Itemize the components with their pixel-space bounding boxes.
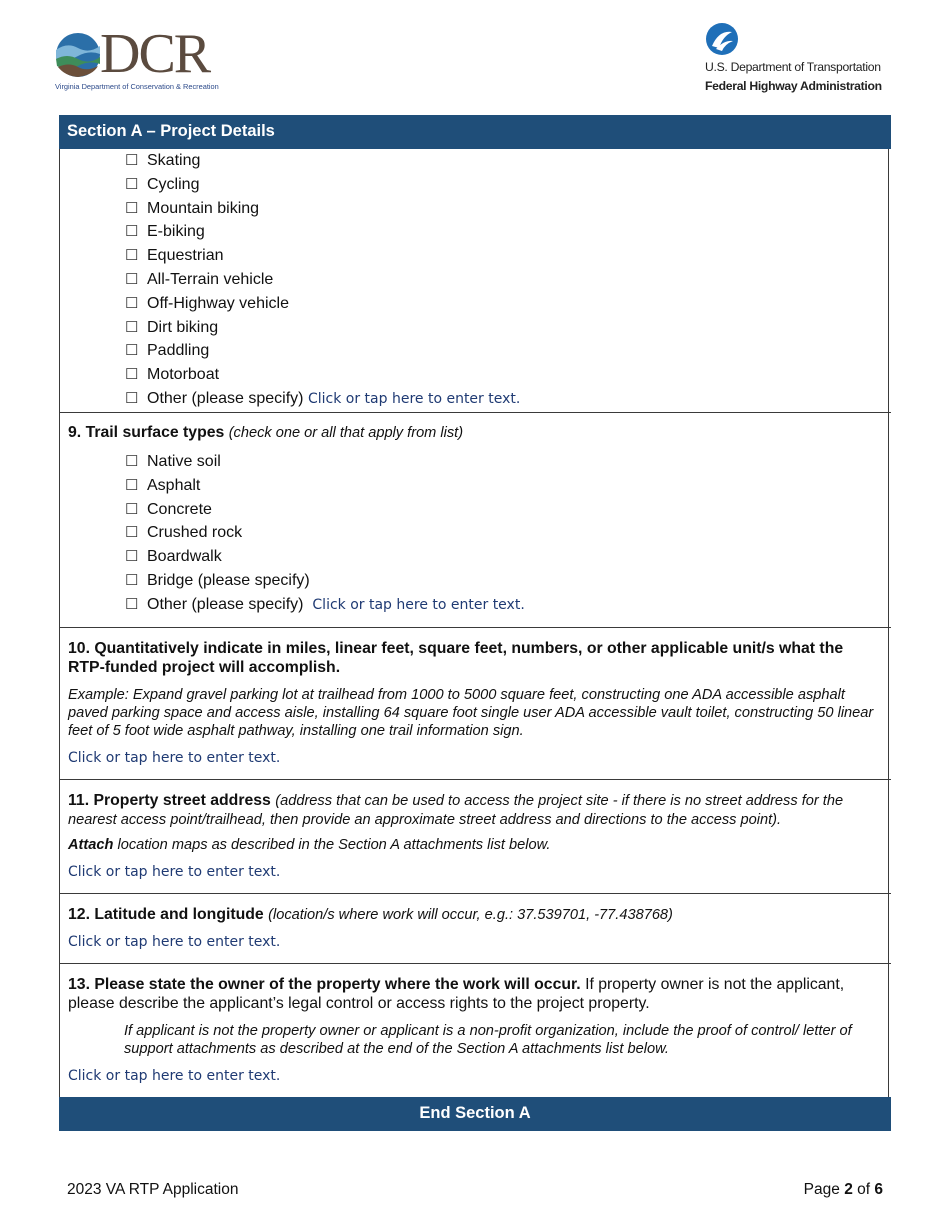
surface-option-bridge[interactable]: ☐ Bridge (please specify) [125, 569, 525, 593]
activity-option-equestrian[interactable]: ☐ Equestrian [125, 244, 520, 268]
dcr-wordmark: DCR [100, 23, 210, 85]
q11-attach-note: Attach location maps as described in the Section A attachments list below. [68, 837, 551, 853]
checkbox[interactable]: ☐ [125, 175, 139, 193]
dcr-emblem-icon [55, 32, 101, 78]
divider [59, 779, 891, 780]
checkbox[interactable]: ☐ [125, 199, 139, 217]
checkbox[interactable]: ☐ [125, 152, 139, 169]
dcr-subtitle: Virginia Department of Conservation & Recreation [55, 82, 219, 91]
activity-option-e-biking[interactable]: ☐ E-biking [125, 220, 520, 244]
checkbox[interactable]: ☐ [125, 548, 139, 566]
checkbox[interactable]: ☐ [125, 247, 139, 265]
q13-note: If applicant is not the property owner or applicant is a non-profit organization, include the proof of control/ letter of support attachments as described at the end of the Section A attachments list below. [124, 1023, 852, 1057]
q9-heading: 9. Trail surface types (check one or all that apply from list) [68, 424, 464, 441]
q13-heading: 13. Please state the owner of the property where the work will occur. If property owner is not the applicant, please describe the applicant’s legal control or access rights to the project property. [68, 976, 845, 1012]
activity-option-cycling[interactable]: ☐ Cycling [125, 173, 520, 197]
checkbox[interactable]: ☐ [125, 500, 139, 518]
divider [59, 627, 891, 628]
usdot-name: U.S. Department of Transportation [705, 60, 881, 74]
usdot-logo [705, 22, 895, 97]
q10-example: Example: Expand gravel parking lot at trailhead from 1000 to 5000 square feet, constructing one ADA accessible asphalt paved parking space and access aisle, installing 64 square foot single user ADA accessible vault toilet, constructing 50 linear feet of 5 foot wide asphalt pathway, installing one trail information sign. [68, 687, 874, 739]
checkbox[interactable]: ☐ [125, 571, 139, 589]
checkbox[interactable]: ☐ [125, 318, 139, 336]
q13-text-field[interactable]: Click or tap here to enter text. [68, 1068, 281, 1084]
q10-heading: 10. Quantitatively indicate in miles, linear feet, square feet, numbers, or other applicable unit/s what the RTP-funded project will accomplish. [68, 640, 844, 676]
activity-option-skating[interactable]: ☐ Skating [125, 149, 520, 173]
surface-option-other[interactable]: ☐ Other (please specify) Click or tap here to enter text. [125, 593, 525, 617]
surface-option-crushed-rock[interactable]: ☐ Crushed rock [125, 521, 525, 545]
checkbox[interactable]: ☐ [125, 294, 139, 312]
surface-checkbox-list [125, 450, 525, 617]
checkbox[interactable]: ☐ [125, 270, 139, 288]
activity-checkbox-list [125, 149, 520, 411]
checkbox[interactable]: ☐ [125, 524, 139, 542]
checkbox[interactable]: ☐ [125, 453, 139, 470]
activity-other-text-field[interactable]: Click or tap here to enter text. [307, 390, 521, 407]
surface-option-concrete[interactable]: ☐ Concrete [125, 498, 525, 522]
q11-text-field[interactable]: Click or tap here to enter text. [68, 864, 281, 880]
checkbox[interactable]: ☐ [125, 389, 139, 407]
section-title-bar: Section A – Project Details [59, 115, 891, 149]
activity-option-ohv[interactable]: ☐ Off-Highway vehicle [125, 292, 520, 316]
q12-text-field[interactable]: Click or tap here to enter text. [68, 934, 281, 950]
activity-option-paddling[interactable]: ☐ Paddling [125, 339, 520, 363]
q11-heading: 11. Property street address (address that can be used to access the project site - if there is no street address for the nearest access point/trailhead, then provide an approximate street address and directions to the access point). [68, 792, 844, 828]
surface-option-asphalt[interactable]: ☐ Asphalt [125, 474, 525, 498]
dcr-logo [55, 23, 220, 96]
divider [59, 412, 891, 413]
activity-option-motorboat[interactable]: ☐ Motorboat [125, 363, 520, 387]
checkbox[interactable]: ☐ [125, 342, 139, 360]
divider [59, 893, 891, 894]
checkbox[interactable]: ☐ [125, 595, 139, 613]
activity-option-dirt-biking[interactable]: ☐ Dirt biking [125, 316, 520, 340]
checkbox[interactable]: ☐ [125, 476, 139, 494]
activity-option-atv[interactable]: ☐ All-Terrain vehicle [125, 268, 520, 292]
q10-text-field[interactable]: Click or tap here to enter text. [68, 750, 281, 766]
fhwa-name: Federal Highway Administration [705, 79, 882, 93]
checkbox[interactable]: ☐ [125, 223, 139, 241]
activity-option-mountain-biking[interactable]: ☐ Mountain biking [125, 197, 520, 221]
activity-option-other[interactable]: ☐ Other (please specify) Click or tap here to enter text. [125, 387, 520, 411]
usdot-emblem-icon [705, 22, 739, 56]
surface-other-text-field[interactable]: Click or tap here to enter text. [312, 596, 525, 613]
footer-page-number: Page 2 of 6 [803, 1181, 883, 1198]
footer-app-name: 2023 VA RTP Application [67, 1181, 239, 1198]
checkbox[interactable]: ☐ [125, 366, 139, 384]
surface-option-native-soil[interactable]: ☐ Native soil [125, 450, 525, 474]
q12-heading: 12. Latitude and longitude (location/s where work will occur, e.g.: 37.539701, -77.438768) [68, 906, 673, 923]
end-section-bar: End Section A [59, 1097, 891, 1131]
surface-option-boardwalk[interactable]: ☐ Boardwalk [125, 545, 525, 569]
divider [59, 963, 891, 964]
